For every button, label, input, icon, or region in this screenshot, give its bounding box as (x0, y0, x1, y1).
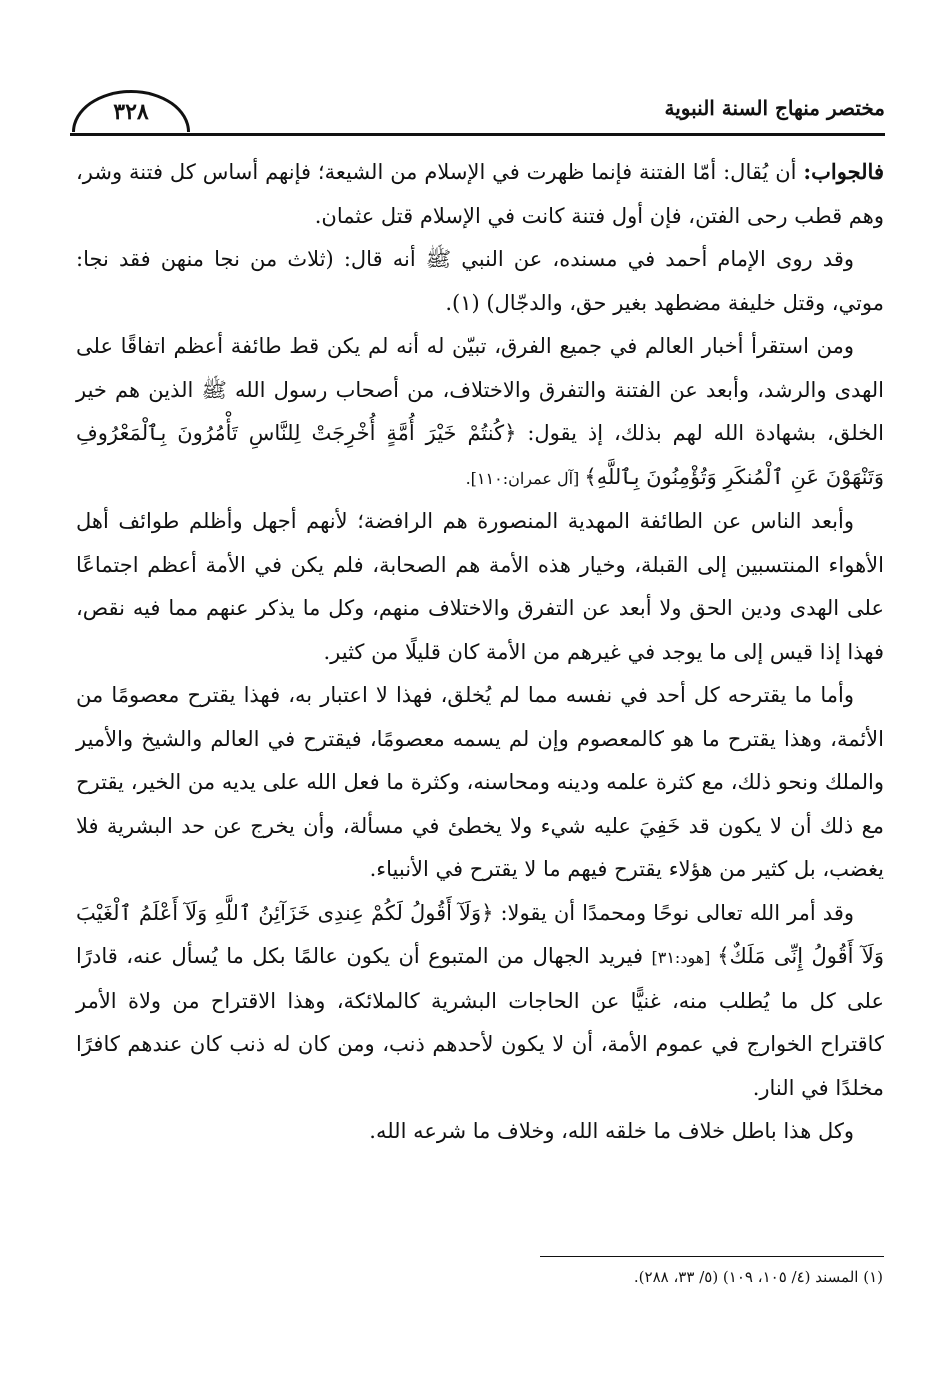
paragraph-rafida: وأبعد الناس عن الطائفة المهدية المنصورة هم الرافضة؛ لأنهم أجهل وأظلم طوائف أهل الأهواء المنتسبين إلى القبلة، وخيار هذه الأمة هم الصحابة، فلم يكن في الأمة أعظم اجتماعًا على الهدى ودين الحق ولا أبعد عن التفرق والاختلاف منهم، وكل ما يذكر عنهم مما فيه نقص، فهذا إذا قيس إلى ما يوجد في غيرهم من الأمة كان قليلًا من كثير. (76, 509, 884, 664)
answer-lead-word: فالجواب: (803, 159, 884, 184)
quran-verse-hud: ﴿وَلَآ أَقُولُ لَكُمْ عِندِى خَزَآئِنُ ٱللَّهِ وَلَآ أَعْلَمُ ٱلْغَيْبَ وَلَآ أَقُولُ إِنِّى مَلَكٌ﴾ (76, 900, 885, 968)
verse-reference-hud: [هود:٣١] (651, 948, 718, 967)
page-number-badge (72, 90, 190, 132)
paragraph-noah-text: وقد أمر الله تعالى نوحًا ومحمدًا أن يقولا: (493, 900, 854, 925)
paragraph-companions (76, 325, 884, 500)
paragraph-noah-rest: فيريد الجهال من المتبوع أن يكون عالمًا بكل ما يُسأل عنه، قادرًا على كل ما يُطلب منه، غنيًّا عن الحاجات البشرية كالملائكة، وهذا الاقتراح من ولاة الأمر كاقتراح الخوارج في عموم الأمة، أن لا يكون لأحدهم ذنب، ومن كان له ذنب كان عندهم كافرًا مخلدًا في النار. (76, 944, 884, 1100)
footnote-separator (540, 1256, 884, 1257)
footnote-1: (١) المسند (٤/ ١٠٥، ١٠٩) (٥/ ٣٣، ٢٨٨). (633, 1268, 883, 1286)
paragraph-conclusion: وكل هذا باطل خلاف ما خلقه الله، وخلاف ما شرعه الله. (369, 1119, 854, 1143)
paragraph-companions-text: ومن استقرأ أخبار العالم في جميع الفرق، تبيّن له أنه لم يكن قط طائفة أعظم اتفاقًا على الهدى والرشد، وأبعد عن الفتنة والتفرق والاختلاف، من أصحاب رسول الله ﷺ الذين هم خير الخلق، بشهادة الله لهم بذلك، إذ يقول: (76, 334, 884, 445)
header-rule (70, 133, 885, 136)
paragraph-hadith: وقد روى الإمام أحمد في مسنده، عن النبي ﷺ أنه قال: (ثلاث من نجا منهن فقد نجا: موتي، وقتل خليفة مضطهد بغير حق، والدجّال) (١). (76, 247, 884, 315)
paragraph-infallibility: وأما ما يقترحه كل أحد في نفسه مما لم يُخلق، فهذا لا اعتبار به، فهذا يقترح معصومًا من الأئمة، وهذا يقترح ما هو كالمعصوم وإن لم يسمه معصومًا، فيقترح في العالم والشيخ والأمير والملك ونحو ذلك، مع كثرة علمه ودينه ومحاسنه، وكثرة ما فعل الله على يديه من الخير، يقترح مع ذلك أن لا يكون قد خَفِيَ عليه شيء ولا يخطئ في مسألة، وأن يخرج عن حد البشرية فلا يغضب، بل كثير من هؤلاء يقترح فيهم ما لا يقترح في الأنبياء. (76, 683, 884, 881)
paragraph-answer-text: أن يُقال: أمّا الفتنة فإنما ظهرت في الإسلام من الشيعة؛ فإنهم أساس كل فتنة وشر، وهم قطب رحى الفتن، فإن أول فتنة كانت في الإسلام قتل عثمان. (76, 160, 884, 228)
running-title: مختصر منهاج السنة النبوية (664, 96, 885, 120)
paragraph-noah-muhammad (76, 892, 884, 1111)
quran-verse: ﴿كُنتُمْ خَيْرَ أُمَّةٍ أُخْرِجَتْ لِلنَّاسِ تَأْمُرُونَ بِٱلْمَعْرُوفِ وَتَنْهَوْنَ عَنِ ٱلْمُنكَرِ وَتُؤْمِنُونَ بِٱللَّهِ﴾ (76, 421, 884, 489)
main-text (76, 150, 884, 1154)
verse-reference: [آل عمران:١١٠]. (465, 468, 585, 488)
paragraph-answer (76, 150, 884, 238)
page-number: ٣٢٨ (113, 99, 149, 125)
page-header (70, 88, 885, 138)
